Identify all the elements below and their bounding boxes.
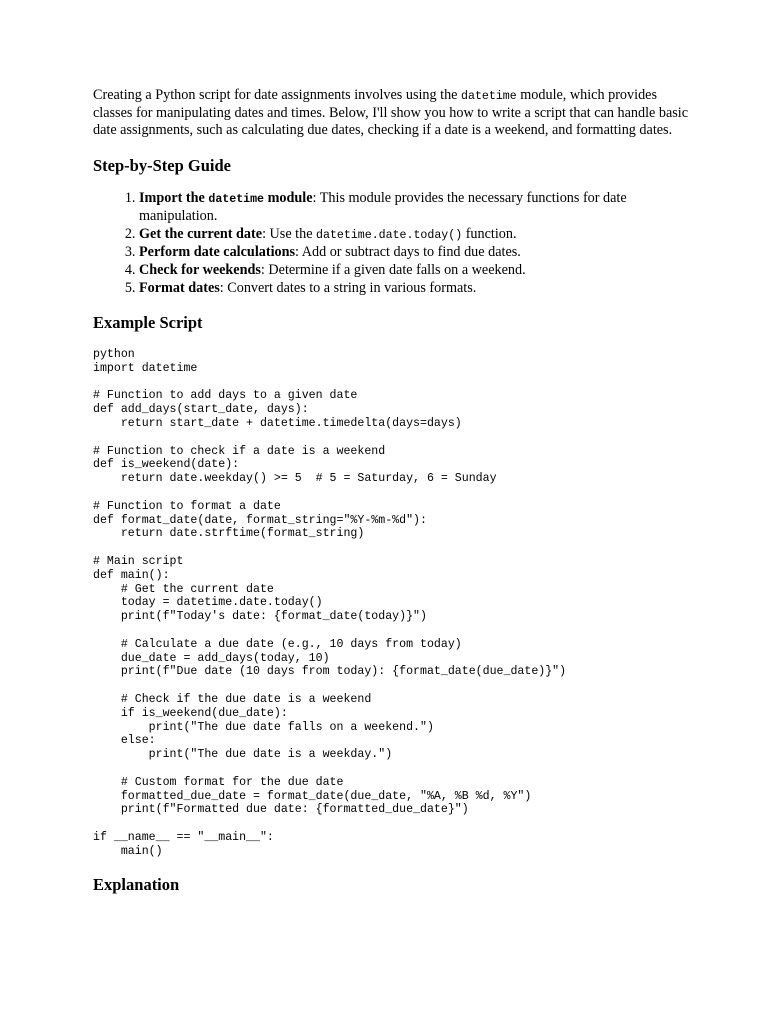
code-line: # Get the current date: [93, 582, 274, 596]
code-line: main(): [93, 844, 163, 858]
code-line: print(f"Due date (10 days from today): {format_date(due_date)}"): [93, 665, 567, 679]
intro-paragraph: [93, 87, 693, 139]
code-line: print(f"Today's date: {format_date(today)}"): [93, 610, 427, 624]
code-line: print("The due date falls on a weekend."): [93, 720, 434, 734]
code-line: # Function to add days to a given date: [93, 389, 358, 403]
step-item: [139, 244, 693, 262]
code-line: due_date = add_days(today, 10): [93, 651, 330, 665]
code-line: import datetime: [93, 361, 198, 375]
step-bold-code: datetime: [208, 193, 265, 206]
code-line: if __name__ == "__main__":: [93, 830, 274, 844]
step-bold: [139, 190, 313, 206]
code-line: return date.weekday() >= 5 # 5 = Saturday, 6 = Sunday: [93, 472, 497, 486]
step-item: [139, 262, 693, 280]
code-line: print(f"Formatted due date: {formatted_due_date}"): [93, 803, 469, 817]
step-text: : This module provides the necessary functions for date manipulation.: [139, 190, 627, 224]
code-line: def format_date(date, format_string="%Y-%m-%d"):: [93, 513, 427, 527]
step-text-post: function.: [462, 226, 517, 242]
example-heading: Example Script: [93, 313, 203, 332]
step-bold: [139, 280, 220, 296]
step-bold: [139, 244, 295, 260]
step-item: [139, 280, 693, 298]
code-block: [93, 348, 693, 858]
code-line: def is_weekend(date):: [93, 458, 240, 472]
code-line: # Function to format a date: [93, 499, 281, 513]
document-page: [93, 87, 693, 895]
step-item: [139, 226, 693, 244]
step-bold-text: Check for weekends: [139, 262, 261, 278]
intro-inline-code: datetime: [461, 90, 517, 103]
intro-text-1: Creating a Python script for date assignments involves using the: [93, 87, 462, 103]
code-line: today = datetime.date.today(): [93, 596, 323, 610]
step-text: : Use the: [262, 226, 317, 242]
code-line: else:: [93, 734, 156, 748]
step-bold-text-post: module: [264, 190, 313, 206]
step-inline-code: datetime.date.today(): [316, 229, 463, 242]
code-line: # Check if the due date is a weekend: [93, 692, 372, 706]
step-bold-text: Import the: [139, 190, 209, 206]
steps-list: [93, 190, 693, 298]
explanation-heading: Explanation: [93, 875, 180, 895]
code-line: def add_days(start_date, days):: [93, 403, 309, 417]
guide-heading: Step-by-Step Guide: [93, 156, 231, 175]
step-bold-text: Get the current date: [139, 226, 263, 242]
code-line: def main():: [93, 568, 170, 582]
step-text: : Determine if a given date falls on a weekend.: [260, 262, 526, 278]
step-bold: [139, 226, 262, 242]
step-item: [139, 190, 693, 226]
step-bold: [139, 262, 261, 278]
code-line: # Custom format for the due date: [93, 775, 344, 789]
step-text: : Convert dates to a string in various formats.: [219, 280, 477, 296]
intro-text-2: module, which provides classes for manipulating dates and times. Below, I'll show you how to write a script that can handle basic date assignments, such as calculating due dates, checking if a date is a weekend, and formatting dates.: [93, 87, 689, 138]
code-line: return date.strftime(format_string): [93, 527, 365, 541]
code-line: # Calculate a due date (e.g., 10 days from today): [93, 637, 462, 651]
code-line: formatted_due_date = format_date(due_date, "%A, %B %d, %Y"): [93, 789, 532, 803]
code-line: # Main script: [93, 554, 184, 568]
code-line: if is_weekend(due_date):: [93, 706, 288, 720]
code-line: print("The due date is a weekday."): [93, 748, 393, 762]
code-line: python: [93, 348, 135, 361]
code-line: # Function to check if a date is a weekend: [93, 444, 386, 458]
code-line: return start_date + datetime.timedelta(days=days): [93, 416, 462, 430]
step-text: : Add or subtract days to find due dates.: [295, 244, 521, 260]
step-bold-text: Format dates: [139, 280, 220, 296]
step-bold-text: Perform date calculations: [139, 244, 296, 260]
